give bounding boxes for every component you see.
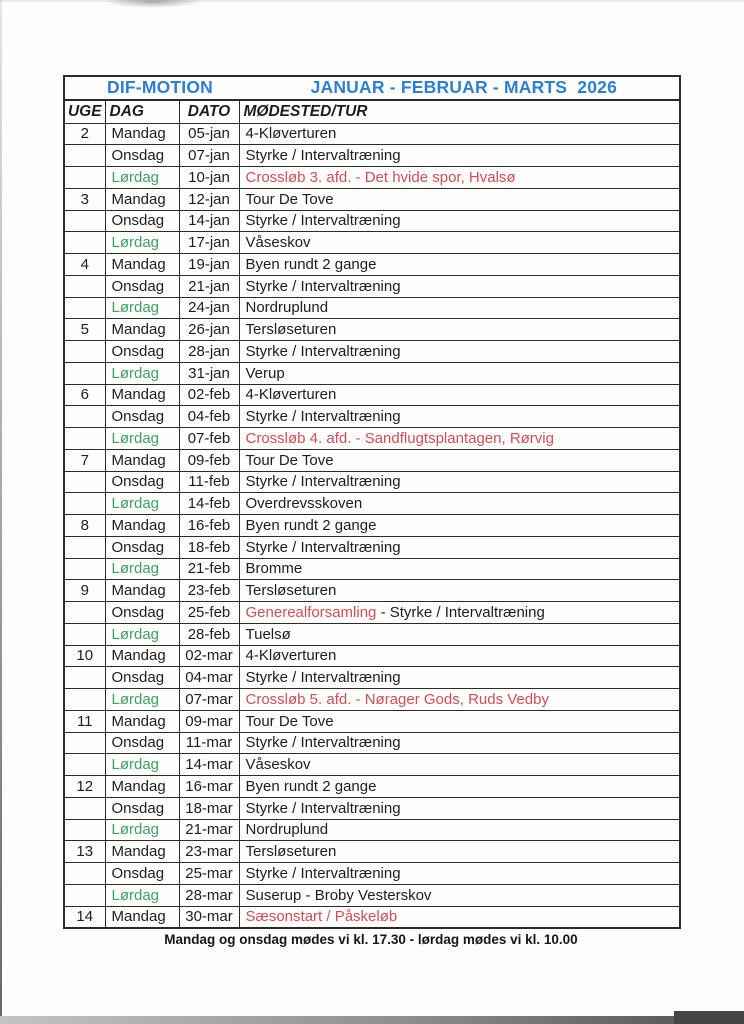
venue-text: Crossløb 4. afd. - Sandflugtsplantagen, Rørvig bbox=[245, 429, 554, 447]
cell-week bbox=[64, 754, 105, 776]
footer-note: Mandag og onsdag mødes vi kl. 17.30 - lørdag mødes vi kl. 10.00 bbox=[164, 932, 578, 947]
cell-day: Mandag bbox=[105, 776, 179, 798]
table-row bbox=[64, 362, 680, 384]
cell-date: 18-feb bbox=[179, 536, 239, 558]
cell-day: Lørdag bbox=[105, 232, 179, 254]
table-row bbox=[64, 471, 680, 493]
cell-date: 25-feb bbox=[179, 602, 239, 624]
cell-day: Onsdag bbox=[105, 145, 179, 167]
scan-smudge bbox=[103, 0, 203, 8]
cell-venue bbox=[239, 710, 680, 732]
cell-venue bbox=[239, 906, 680, 928]
cell-week bbox=[64, 275, 105, 297]
cell-date: 30-mar bbox=[179, 906, 239, 928]
cell-venue bbox=[239, 689, 680, 711]
table-row bbox=[64, 623, 680, 645]
cell-day: Onsdag bbox=[105, 210, 179, 232]
venue-text: Tour De Tove bbox=[245, 712, 334, 730]
cell-day: Onsdag bbox=[105, 536, 179, 558]
cell-date: 28-mar bbox=[179, 884, 239, 906]
cell-venue bbox=[239, 841, 680, 863]
cell-venue bbox=[239, 884, 680, 906]
cell-week: 7 bbox=[64, 449, 105, 471]
cell-week bbox=[64, 210, 105, 232]
cell-day: Mandag bbox=[105, 449, 179, 471]
cell-day: Lørdag bbox=[105, 689, 179, 711]
venue-text: Nordruplund bbox=[245, 821, 329, 839]
cell-venue bbox=[239, 623, 680, 645]
table-row bbox=[64, 667, 680, 689]
venue-text: Styrke / Intervaltræning bbox=[245, 147, 401, 165]
cell-date: 11-mar bbox=[179, 732, 239, 754]
venue-text: Verup bbox=[245, 364, 285, 382]
cell-venue bbox=[239, 384, 680, 406]
venue-text: Tour De Tove bbox=[245, 190, 334, 208]
cell-week bbox=[64, 362, 105, 384]
cell-week bbox=[64, 406, 105, 428]
cell-week bbox=[64, 602, 105, 624]
table-row bbox=[64, 645, 680, 667]
venue-text: 4-Kløverturen bbox=[245, 386, 337, 404]
cell-venue bbox=[239, 232, 680, 254]
cell-day: Onsdag bbox=[105, 406, 179, 428]
cell-date: 19-jan bbox=[179, 254, 239, 276]
cell-venue bbox=[239, 536, 680, 558]
cell-day: Lørdag bbox=[105, 754, 179, 776]
venue-text: Byen rundt 2 gange bbox=[245, 255, 377, 273]
table-row bbox=[64, 123, 680, 145]
cell-week: 6 bbox=[64, 384, 105, 406]
venue-text: Crossløb 5. afd. - Nørager Gods, Ruds Vedby bbox=[245, 690, 549, 708]
cell-venue bbox=[239, 732, 680, 754]
cell-venue bbox=[239, 123, 680, 145]
cell-week bbox=[64, 732, 105, 754]
cell-week: 10 bbox=[64, 645, 105, 667]
cell-date: 04-mar bbox=[179, 667, 239, 689]
cell-day: Mandag bbox=[105, 515, 179, 537]
venue-text: Bromme bbox=[245, 560, 303, 578]
venue-text: Byen rundt 2 gange bbox=[245, 777, 377, 795]
cell-venue bbox=[239, 754, 680, 776]
cell-date: 21-feb bbox=[179, 558, 239, 580]
venue-text: Styrke / Intervaltræning bbox=[245, 864, 401, 882]
cell-week bbox=[64, 623, 105, 645]
cell-week: 3 bbox=[64, 188, 105, 210]
cell-day: Onsdag bbox=[105, 341, 179, 363]
cell-venue bbox=[239, 145, 680, 167]
cell-date: 26-jan bbox=[179, 319, 239, 341]
cell-week bbox=[64, 341, 105, 363]
venue-text: Styrke / Intervaltræning bbox=[245, 538, 401, 556]
cell-date: 04-feb bbox=[179, 406, 239, 428]
column-header-row bbox=[64, 100, 680, 123]
title-row bbox=[64, 76, 680, 100]
cell-date: 16-feb bbox=[179, 515, 239, 537]
schedule-table bbox=[63, 75, 681, 929]
cell-week bbox=[64, 471, 105, 493]
column-header-uge: UGE bbox=[64, 100, 105, 123]
cell-date: 16-mar bbox=[179, 776, 239, 798]
venue-text: Suserup - Broby Vesterskov bbox=[245, 886, 432, 904]
cell-venue bbox=[239, 167, 680, 189]
cell-day: Lørdag bbox=[105, 167, 179, 189]
table-row bbox=[64, 188, 680, 210]
table-row bbox=[64, 210, 680, 232]
cell-date: 24-jan bbox=[179, 297, 239, 319]
cell-day: Mandag bbox=[105, 384, 179, 406]
cell-venue bbox=[239, 515, 680, 537]
cell-date: 23-mar bbox=[179, 841, 239, 863]
cell-venue bbox=[239, 319, 680, 341]
table-row bbox=[64, 341, 680, 363]
cell-week bbox=[64, 863, 105, 885]
cell-week: 8 bbox=[64, 515, 105, 537]
cell-date: 07-mar bbox=[179, 689, 239, 711]
table-row bbox=[64, 384, 680, 406]
cell-week bbox=[64, 167, 105, 189]
cell-venue bbox=[239, 428, 680, 450]
period-title: JANUAR - FEBRUAR - MARTS 2026 bbox=[310, 77, 618, 98]
table-row bbox=[64, 406, 680, 428]
table-row bbox=[64, 906, 680, 928]
cell-day: Lørdag bbox=[105, 362, 179, 384]
cell-day: Mandag bbox=[105, 123, 179, 145]
table-row bbox=[64, 841, 680, 863]
table-row bbox=[64, 428, 680, 450]
table-row bbox=[64, 145, 680, 167]
cell-venue bbox=[239, 580, 680, 602]
cell-week bbox=[64, 797, 105, 819]
cell-week: 9 bbox=[64, 580, 105, 602]
scan-edge-bottom bbox=[0, 1016, 744, 1024]
cell-date: 07-jan bbox=[179, 145, 239, 167]
table-row bbox=[64, 297, 680, 319]
cell-day: Mandag bbox=[105, 645, 179, 667]
cell-date: 25-mar bbox=[179, 863, 239, 885]
cell-week: 12 bbox=[64, 776, 105, 798]
table-row bbox=[64, 167, 680, 189]
cell-venue bbox=[239, 188, 680, 210]
table-row bbox=[64, 819, 680, 841]
cell-venue bbox=[239, 471, 680, 493]
cell-week bbox=[64, 232, 105, 254]
venue-text: - Styrke / Intervaltræning bbox=[376, 603, 545, 621]
table-row bbox=[64, 580, 680, 602]
cell-week: 5 bbox=[64, 319, 105, 341]
cell-week bbox=[64, 536, 105, 558]
cell-day: Lørdag bbox=[105, 493, 179, 515]
cell-date: 18-mar bbox=[179, 797, 239, 819]
venue-text: Styrke / Intervaltræning bbox=[245, 408, 401, 426]
cell-week: 4 bbox=[64, 254, 105, 276]
cell-date: 17-jan bbox=[179, 232, 239, 254]
table-row bbox=[64, 232, 680, 254]
table-row bbox=[64, 536, 680, 558]
cell-date: 28-jan bbox=[179, 341, 239, 363]
cell-week bbox=[64, 558, 105, 580]
venue-text: Våseskov bbox=[245, 234, 311, 252]
venue-text: Styrke / Intervaltræning bbox=[245, 277, 401, 295]
table-row bbox=[64, 863, 680, 885]
venue-text: Tuelsø bbox=[245, 625, 291, 643]
cell-date: 14-feb bbox=[179, 493, 239, 515]
cell-venue bbox=[239, 776, 680, 798]
table-row bbox=[64, 710, 680, 732]
table-row bbox=[64, 449, 680, 471]
cell-date: 31-jan bbox=[179, 362, 239, 384]
table-row bbox=[64, 776, 680, 798]
cell-day: Onsdag bbox=[105, 667, 179, 689]
venue-text: Overdrevsskoven bbox=[245, 495, 363, 513]
cell-day: Mandag bbox=[105, 580, 179, 602]
cell-week: 11 bbox=[64, 710, 105, 732]
venue-text: Styrke / Intervaltræning bbox=[245, 734, 401, 752]
cell-venue bbox=[239, 819, 680, 841]
cell-date: 10-jan bbox=[179, 167, 239, 189]
venue-text: Generealforsamling bbox=[245, 603, 377, 621]
cell-date: 09-mar bbox=[179, 710, 239, 732]
cell-date: 21-mar bbox=[179, 819, 239, 841]
cell-date: 14-mar bbox=[179, 754, 239, 776]
table-row bbox=[64, 884, 680, 906]
cell-date: 09-feb bbox=[179, 449, 239, 471]
cell-date: 12-jan bbox=[179, 188, 239, 210]
cell-venue bbox=[239, 406, 680, 428]
venue-text: Tour De Tove bbox=[245, 451, 334, 469]
cell-week bbox=[64, 689, 105, 711]
cell-day: Lørdag bbox=[105, 558, 179, 580]
venue-text: Styrke / Intervaltræning bbox=[245, 669, 401, 687]
table-row bbox=[64, 754, 680, 776]
cell-venue bbox=[239, 362, 680, 384]
cell-date: 11-feb bbox=[179, 471, 239, 493]
cell-day: Lørdag bbox=[105, 428, 179, 450]
cell-day: Onsdag bbox=[105, 275, 179, 297]
cell-date: 23-feb bbox=[179, 580, 239, 602]
cell-venue bbox=[239, 645, 680, 667]
table-row bbox=[64, 732, 680, 754]
venue-text: Tersløseturen bbox=[245, 321, 337, 339]
cell-day: Onsdag bbox=[105, 471, 179, 493]
cell-date: 07-feb bbox=[179, 428, 239, 450]
cell-week bbox=[64, 667, 105, 689]
cell-venue bbox=[239, 797, 680, 819]
cell-day: Lørdag bbox=[105, 819, 179, 841]
venue-text: Styrke / Intervaltræning bbox=[245, 473, 401, 491]
cell-week: 2 bbox=[64, 123, 105, 145]
cell-day: Lørdag bbox=[105, 884, 179, 906]
venue-text: Crossløb 3. afd. - Det hvide spor, Hvalsø bbox=[245, 168, 516, 186]
cell-venue bbox=[239, 210, 680, 232]
cell-venue bbox=[239, 558, 680, 580]
cell-day: Onsdag bbox=[105, 863, 179, 885]
table-row bbox=[64, 558, 680, 580]
cell-week: 14 bbox=[64, 906, 105, 928]
venue-text: Våseskov bbox=[245, 756, 311, 774]
cell-week bbox=[64, 884, 105, 906]
table-row bbox=[64, 493, 680, 515]
cell-week bbox=[64, 493, 105, 515]
cell-day: Onsdag bbox=[105, 797, 179, 819]
column-header-dag: DAG bbox=[105, 100, 179, 123]
cell-week bbox=[64, 145, 105, 167]
cell-venue bbox=[239, 341, 680, 363]
cell-venue bbox=[239, 275, 680, 297]
cell-day: Mandag bbox=[105, 319, 179, 341]
column-header-sted: MØDESTED/TUR bbox=[239, 100, 680, 123]
cell-venue bbox=[239, 493, 680, 515]
cell-date: 05-jan bbox=[179, 123, 239, 145]
schedule-body bbox=[64, 123, 680, 928]
table-row bbox=[64, 797, 680, 819]
cell-week bbox=[64, 428, 105, 450]
column-header-dato: DATO bbox=[179, 100, 239, 123]
cell-day: Mandag bbox=[105, 254, 179, 276]
table-row bbox=[64, 275, 680, 297]
cell-date: 28-feb bbox=[179, 623, 239, 645]
cell-week: 13 bbox=[64, 841, 105, 863]
cell-day: Onsdag bbox=[105, 732, 179, 754]
cell-venue bbox=[239, 863, 680, 885]
cell-venue bbox=[239, 297, 680, 319]
cell-week bbox=[64, 297, 105, 319]
cell-day: Lørdag bbox=[105, 623, 179, 645]
scan-corner-shadow bbox=[674, 1011, 744, 1024]
venue-text: Tersløseturen bbox=[245, 843, 337, 861]
venue-text: 4-Kløverturen bbox=[245, 125, 337, 143]
venue-text: 4-Kløverturen bbox=[245, 647, 337, 665]
table-row bbox=[64, 319, 680, 341]
cell-venue bbox=[239, 449, 680, 471]
cell-date: 21-jan bbox=[179, 275, 239, 297]
cell-date: 02-mar bbox=[179, 645, 239, 667]
venue-text: Styrke / Intervaltræning bbox=[245, 342, 401, 360]
venue-text: Styrke / Intervaltræning bbox=[245, 212, 401, 230]
table-row bbox=[64, 602, 680, 624]
venue-text: Tersløseturen bbox=[245, 582, 337, 600]
cell-venue bbox=[239, 254, 680, 276]
cell-date: 02-feb bbox=[179, 384, 239, 406]
cell-day: Mandag bbox=[105, 841, 179, 863]
cell-date: 14-jan bbox=[179, 210, 239, 232]
cell-venue bbox=[239, 667, 680, 689]
cell-day: Mandag bbox=[105, 906, 179, 928]
table-row bbox=[64, 254, 680, 276]
club-title: DIF-MOTION bbox=[107, 77, 214, 98]
cell-day: Lørdag bbox=[105, 297, 179, 319]
cell-day: Mandag bbox=[105, 188, 179, 210]
table-row bbox=[64, 515, 680, 537]
venue-text: Byen rundt 2 gange bbox=[245, 516, 377, 534]
cell-venue bbox=[239, 602, 680, 624]
scan-edge-left bbox=[0, 0, 2, 1024]
venue-text: Nordruplund bbox=[245, 299, 329, 317]
cell-day: Onsdag bbox=[105, 602, 179, 624]
cell-week bbox=[64, 819, 105, 841]
table-row bbox=[64, 689, 680, 711]
venue-text: Sæsonstart / Påskeløb bbox=[245, 908, 398, 926]
cell-day: Mandag bbox=[105, 710, 179, 732]
venue-text: Styrke / Intervaltræning bbox=[245, 799, 401, 817]
